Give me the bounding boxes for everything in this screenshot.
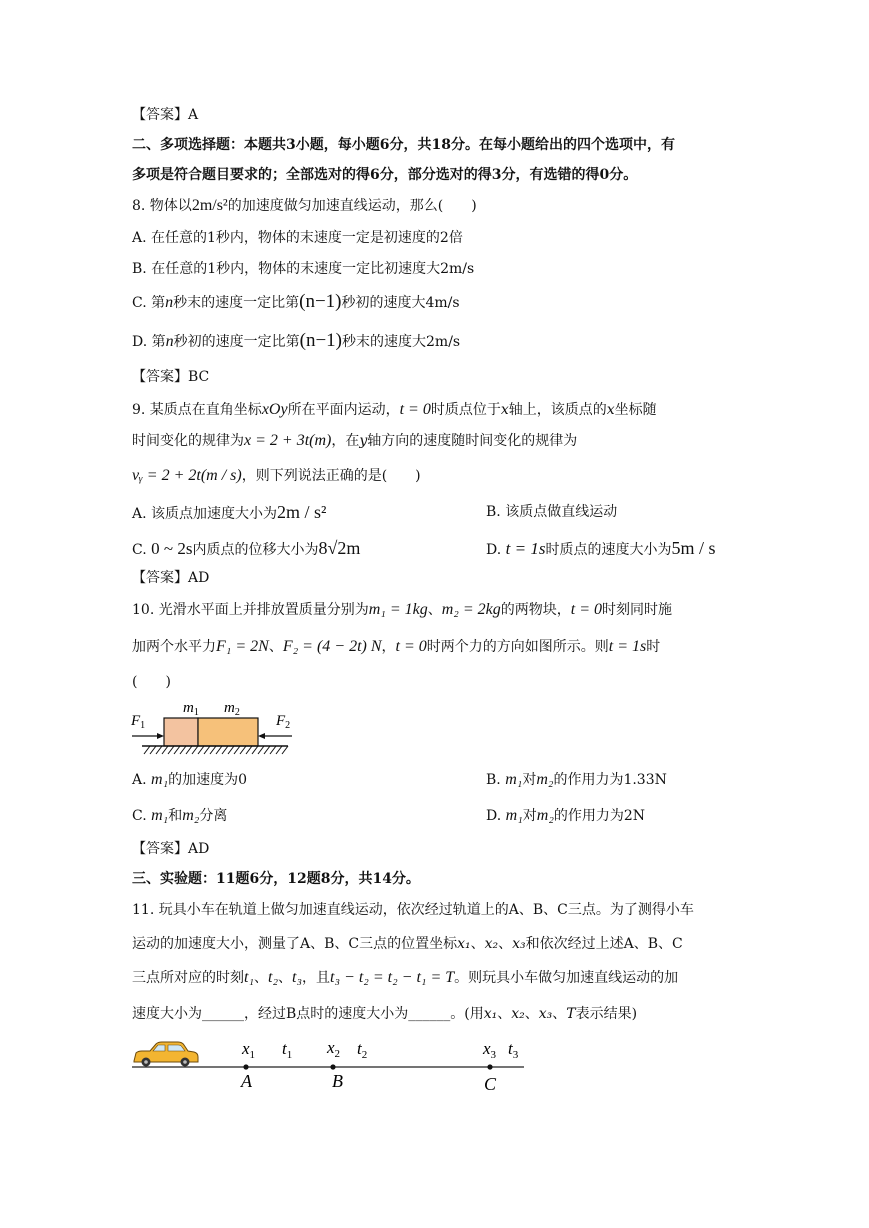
q9-l2-c: 轴方向的速度随时间变化的规律为 — [367, 433, 578, 449]
q8-stem-prefix: 8. 物体以 — [132, 198, 192, 214]
q10-l2-F1: F₁ = 2N — [216, 638, 269, 655]
q11-l4-T: T — [566, 1006, 576, 1022]
fig-F2-label: $F_2$ — [276, 713, 291, 731]
section2-header-line2: 多项是符合题目要求的；全部选对的得6分，部分选对的得3分，有选错的得0分。 — [132, 167, 638, 183]
q9-c-mid: 内质点的位移大小为 — [192, 542, 319, 558]
q10-l1-sep: 、 — [427, 602, 442, 618]
q9-line2 — [132, 431, 577, 451]
q10-b-m2: m₂ — [536, 771, 554, 788]
toy-car-icon — [134, 1042, 198, 1067]
q10-l1-a: 10. 光滑水平面上并排放置质量分别为 — [132, 602, 369, 618]
q8-d-expr: (n−1) — [299, 330, 343, 351]
q9-l1-a: 9. 某质点在直角坐标 — [132, 402, 262, 418]
q10-l2-sep: 、 — [268, 639, 283, 655]
q10-d-prefix: D. — [486, 808, 502, 824]
q8-option-b: B. 在任意的1秒内，物体的末速度一定比初速度大2m/s — [132, 261, 475, 277]
label-A: A — [241, 1071, 252, 1091]
q10-option-b — [486, 770, 667, 790]
q11-l2-b: 和依次经过上述A、B、C — [525, 936, 683, 952]
q9-l2-eq: x = 2 + 3t(m) — [244, 432, 332, 449]
q10-b-m1: m₁ — [505, 771, 523, 788]
q9-l1-b: 所在平面内运动， — [287, 402, 400, 418]
q10-line1 — [132, 600, 672, 620]
q9-option-b: B. 该质点做直线运动 — [486, 504, 618, 520]
q9-d-mid: 时质点的速度大小为 — [545, 542, 672, 558]
q10-c-mid: 和 — [168, 808, 183, 824]
q8-stem-suffix: 的加速度做匀加速直线运动，那么( ) — [227, 198, 477, 214]
arrow-F2-head — [258, 733, 265, 739]
q9-option-d — [486, 538, 715, 560]
q9-option-c — [132, 538, 360, 560]
q9-line1 — [132, 400, 657, 420]
q9-l1-t0: t = 0 — [399, 401, 431, 418]
q11-l3-s1: 、 — [254, 970, 269, 986]
q11-line2 — [132, 934, 683, 954]
q10-a-suffix: 的加速度为0 — [168, 772, 248, 788]
q9-l1-d: 轴上，该质点的 — [508, 402, 607, 418]
point-A-dot — [243, 1064, 248, 1069]
q11-l4-x3: x₃ — [538, 1006, 553, 1022]
fig-F1-label: $F_1$ — [131, 713, 146, 731]
q9-a-val: 2m / s² — [277, 502, 327, 522]
q9-d-val: 5m / s — [671, 538, 716, 558]
q9-c-val: 8√2m — [318, 538, 361, 558]
q9-l2-b: ，在 — [331, 433, 360, 449]
q10-a-m1: m₁ — [151, 771, 169, 788]
fig-m1-label: $m_1$ — [183, 700, 199, 718]
q10-l1-t0: t = 0 — [570, 601, 602, 618]
q8-d-prefix: D. 第 — [132, 334, 166, 350]
q10-d-mid: 对 — [522, 808, 537, 824]
q9-line3 — [132, 466, 421, 486]
q11-l2-x2: x₂ — [484, 936, 499, 952]
q8-stem — [132, 196, 477, 216]
q9-l1-x2: x — [606, 402, 615, 418]
q10-l2-t1: t = 1s — [608, 638, 647, 655]
q8-c-mid: 秒末的速度一定比第 — [173, 295, 300, 311]
q9-l3-eq: vᵧ = 2 + 2t(m / s) — [132, 467, 242, 484]
q8-c-expr: (n−1) — [299, 291, 342, 312]
answer-q7: 【答案】A — [132, 107, 199, 123]
fig-m2-label: $m_2$ — [224, 700, 240, 718]
q10-d-m1: m₁ — [505, 807, 523, 824]
q11-l3-s2: 、 — [278, 970, 293, 986]
q10-line2 — [132, 637, 660, 657]
point-C-dot — [487, 1064, 492, 1069]
q11-l2-a: 运动的加速度大小，测量了A、B、C三点的位置坐标 — [132, 936, 458, 952]
section3-header: 三、实验题：11题6分，12题8分，共14分。 — [132, 871, 420, 887]
q8-stem-accel: 2m/s² — [191, 197, 228, 214]
q10-blocks-figure — [128, 696, 308, 760]
q10-l2-b: ， — [381, 639, 396, 655]
ground-hatch — [144, 746, 288, 754]
q10-l2-c: 时两个力的方向如图所示。则 — [426, 639, 609, 655]
q11-l3-c: 。则玩具小车做匀加速直线运动的加 — [454, 970, 679, 986]
q10-l2-t0: t = 0 — [395, 638, 427, 655]
q9-l1-xoy: xOy — [261, 401, 288, 418]
q8-d-mid: 秒初的速度一定比第 — [173, 334, 300, 350]
q11-l2-s2: 、 — [498, 936, 513, 952]
q9-d-t: t = 1s — [505, 539, 546, 558]
q11-l4-x2: x₂ — [511, 1006, 525, 1022]
answer-q8: 【答案】BC — [132, 369, 210, 385]
q10-b-suffix: 的作用力为1.33N — [553, 772, 667, 788]
q11-l4-a: 速度大小为______，经过B点时的速度大小为______。(用 — [132, 1006, 484, 1022]
label-C: C — [484, 1074, 497, 1094]
q8-option-c — [132, 292, 460, 313]
q8-c-n: n — [165, 294, 174, 311]
q9-d-prefix: D. — [486, 542, 502, 558]
answer-q10: 【答案】AD — [132, 841, 210, 857]
q11-l3-b: ，且 — [302, 970, 331, 986]
q11-l4-x1: x₁ — [483, 1006, 498, 1022]
q10-b-prefix: B. — [486, 772, 501, 788]
q11-l4-b: 表示结果) — [575, 1006, 638, 1022]
q8-option-d — [132, 331, 460, 352]
q10-c-suffix: 分离 — [199, 808, 228, 824]
arrow-F1-head — [157, 733, 164, 739]
q9-c-prefix: C. — [132, 542, 147, 558]
q10-l1-m1: m₁ = 1kg — [368, 601, 428, 618]
label-x2: $x_2$ — [327, 1038, 341, 1060]
q10-c-prefix: C. — [132, 808, 147, 824]
q11-line3 — [132, 968, 678, 988]
q8-c-suffix: 秒初的速度大4m/s — [341, 295, 460, 311]
q8-option-a: A. 在任意的1秒内，物体的末速度一定是初速度的2倍 — [132, 230, 463, 246]
q10-d-suffix: 的作用力为2N — [553, 808, 646, 824]
q11-l4-s3: 、 — [552, 1006, 567, 1022]
q10-l2-d: 时 — [646, 639, 661, 655]
q9-l1-e: 坐标随 — [614, 402, 657, 418]
q10-l1-m2: m₂ = 2kg — [441, 601, 501, 618]
q11-l3-t3: t₃ — [292, 969, 303, 986]
q11-line4 — [132, 1004, 637, 1024]
q8-d-n: n — [165, 333, 174, 350]
q11-l4-s2: 、 — [524, 1006, 539, 1022]
q8-d-suffix: 秒末的速度大2m/s — [342, 334, 461, 350]
q9-l1-x: x — [500, 402, 509, 418]
q11-l3-t1: t₁ — [244, 969, 255, 986]
label-t2: $t_2$ — [357, 1039, 368, 1061]
q9-option-a — [132, 502, 326, 524]
label-t1: $t_1$ — [282, 1039, 293, 1061]
q9-l1-c: 时质点位于 — [430, 402, 501, 418]
q10-line3: ( ) — [132, 674, 171, 690]
q11-line1: 11. 玩具小车在轨道上做匀加速直线运动，依次经过轨道上的A、B、C三点。为了测得小车 — [132, 902, 694, 918]
q11-l3-t2: t₂ — [268, 969, 279, 986]
answer-q9: 【答案】AD — [132, 570, 210, 586]
q10-option-d — [486, 806, 645, 826]
q11-l3-eq: t₃ − t₂ = t₂ − t₁ = T — [330, 969, 455, 986]
block-m2 — [198, 718, 258, 746]
q10-c-m2: m₂ — [182, 807, 200, 824]
q11-l4-s1: 、 — [497, 1006, 512, 1022]
q10-l2-F2: F₂ = (4 − 2t) N — [282, 638, 382, 655]
q10-d-m2: m₂ — [536, 807, 554, 824]
q9-l2-y: y — [359, 433, 368, 449]
q11-l2-s1: 、 — [470, 936, 485, 952]
q8-c-prefix: C. 第 — [132, 295, 166, 311]
q10-l1-c: 时刻同时施 — [602, 602, 672, 618]
q9-a-prefix: A. 该质点加速度大小为 — [132, 506, 278, 522]
label-x1: $x_1$ — [242, 1039, 256, 1061]
q10-a-prefix: A. — [132, 772, 147, 788]
q11-l3-a: 三点所对应的时刻 — [132, 970, 244, 986]
q10-option-c — [132, 806, 227, 826]
q9-l3-a: ，则下列说法正确的是( ) — [241, 468, 421, 484]
q10-b-mid: 对 — [522, 772, 537, 788]
q11-l2-x1: x₁ — [457, 936, 471, 952]
q10-c-m1: m₁ — [151, 807, 169, 824]
section2-header-line1: 二、多项选择题：本题共3小题，每小题6分，共18分。在每小题给出的四个选项中，有 — [132, 137, 675, 153]
block-m1 — [164, 718, 198, 746]
point-B-dot — [330, 1064, 335, 1069]
label-B: B — [332, 1071, 343, 1091]
q11-l2-x3: x₃ — [512, 936, 526, 952]
q11-track-figure — [128, 1034, 528, 1096]
q9-l2-a: 时间变化的规律为 — [132, 433, 244, 449]
q10-l1-b: 的两物块， — [500, 602, 571, 618]
q10-option-a — [132, 770, 247, 790]
q10-l2-a: 加两个水平力 — [132, 639, 216, 655]
label-x3: $x_3$ — [483, 1039, 497, 1061]
q9-c-range: 0 ~ 2s — [151, 539, 193, 558]
label-t3: $t_3$ — [508, 1039, 519, 1061]
